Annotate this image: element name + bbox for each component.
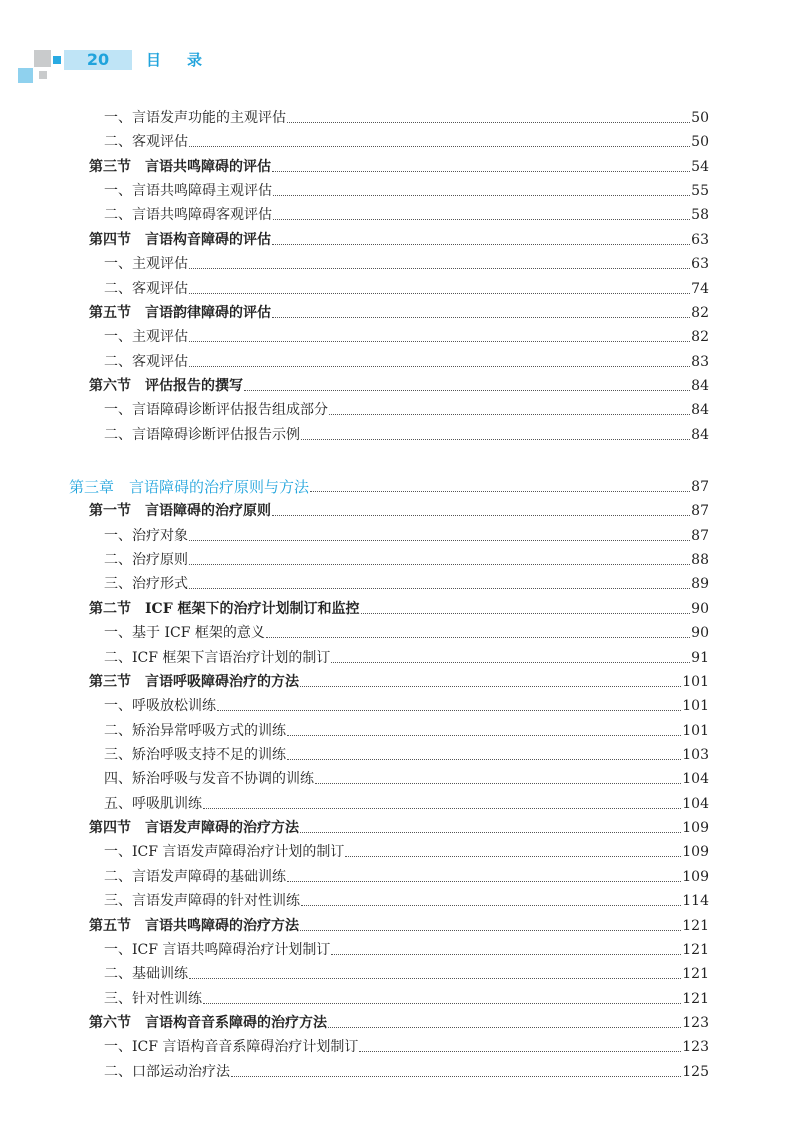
- toc-page-number: 121: [682, 917, 709, 934]
- page-number: 20: [64, 50, 132, 70]
- toc-leader-dots: [300, 832, 681, 833]
- toc-entry-row[interactable]: [104, 399, 709, 421]
- toc-entry-row[interactable]: [104, 695, 709, 717]
- toc-entry-row[interactable]: [104, 549, 709, 571]
- toc-title: 二、口部运动治疗法: [104, 1063, 230, 1080]
- toc-entry-row[interactable]: [104, 107, 709, 129]
- toc-page-number: 123: [682, 1039, 709, 1056]
- toc-leader-dots: [189, 540, 690, 541]
- toc-title: 二、基础训练: [104, 966, 188, 983]
- toc-entry-row[interactable]: [104, 841, 709, 863]
- toc-leader-dots: [331, 954, 681, 955]
- toc-title: 一、言语共鸣障碍主观评估: [104, 183, 272, 200]
- toc-section-row[interactable]: [89, 1012, 709, 1034]
- toc-page-number: 109: [682, 844, 709, 861]
- toc-entry-row[interactable]: [104, 720, 709, 742]
- toc-page-number: 63: [691, 231, 709, 248]
- toc-page-number: 90: [691, 625, 709, 642]
- decor-square-icon: [39, 71, 47, 79]
- toc-section-row[interactable]: [89, 817, 709, 839]
- toc-section-row[interactable]: [89, 598, 709, 620]
- toc-leader-dots: [189, 588, 690, 589]
- toc-title: 三、针对性训练: [104, 990, 202, 1007]
- toc-entry-row[interactable]: [104, 890, 709, 912]
- toc-leader-dots: [189, 341, 690, 342]
- toc-page-number: 87: [691, 479, 709, 495]
- toc-leader-dots: [287, 735, 681, 736]
- toc-page-number: 82: [691, 329, 709, 346]
- toc-leader-dots: [189, 978, 681, 979]
- toc-page-number: 125: [682, 1063, 709, 1080]
- toc-leader-dots: [273, 195, 690, 196]
- toc-leader-dots: [189, 366, 690, 367]
- toc-page-number: 121: [682, 966, 709, 983]
- toc-title: 二、客观评估: [104, 353, 188, 370]
- toc-title: 一、言语障碍诊断评估报告组成部分: [104, 402, 328, 419]
- toc-title: 第三节 言语呼吸障碍治疗的方法: [89, 673, 299, 690]
- toc-page-number: 103: [682, 747, 709, 763]
- decor-square-icon: [53, 56, 61, 64]
- toc-page-number: 84: [691, 426, 709, 443]
- toc-title: 二、矫治异常呼吸方式的训练: [104, 722, 286, 739]
- toc-page-number: 83: [691, 353, 709, 370]
- toc-page-number: 50: [691, 134, 709, 151]
- toc-title: 第六节 评估报告的撰写: [89, 378, 243, 394]
- toc-title: 二、言语共鸣障碍客观评估: [104, 207, 272, 224]
- toc-leader-dots: [189, 268, 690, 269]
- toc-entry-row[interactable]: [104, 180, 709, 202]
- toc-title: 二、客观评估: [104, 134, 188, 151]
- toc-page-number: 50: [691, 110, 709, 126]
- toc-leader-dots: [189, 293, 690, 294]
- toc-leader-dots: [301, 905, 681, 906]
- toc-page-number: 121: [682, 990, 709, 1007]
- toc-entry-row[interactable]: [104, 525, 709, 547]
- toc-title: 一、呼吸放松训练: [104, 698, 216, 715]
- toc-title: 二、言语障碍诊断评估报告示例: [104, 426, 300, 443]
- toc-title: 一、治疗对象: [104, 527, 188, 544]
- toc-page-number: 109: [682, 868, 709, 885]
- toc-leader-dots: [329, 414, 690, 415]
- toc-page-number: 87: [691, 503, 709, 520]
- toc-page-number: 54: [691, 158, 709, 175]
- toc-leader-dots: [272, 171, 690, 172]
- toc-leader-dots: [203, 808, 681, 809]
- toc-leader-dots: [328, 1027, 681, 1028]
- decor-square-icon: [18, 68, 33, 83]
- toc-title: 第一节 言语障碍的治疗原则: [89, 503, 271, 520]
- toc-page-number: 58: [691, 207, 709, 224]
- toc-chapter-row[interactable]: [69, 476, 709, 498]
- toc-title: 一、ICF 言语构音音系障碍治疗计划制订: [104, 1039, 359, 1056]
- toc-entry-row[interactable]: [104, 793, 709, 815]
- toc-page-number: 104: [682, 771, 709, 788]
- toc-section-row[interactable]: [89, 915, 709, 937]
- toc-entry-row[interactable]: [104, 1061, 709, 1083]
- toc-page-number: 90: [691, 600, 709, 617]
- toc-title: 二、ICF 框架下言语治疗计划的制订: [104, 649, 331, 666]
- decor-square-icon: [34, 50, 51, 67]
- toc-page-number: 63: [691, 256, 709, 273]
- toc-entry-row[interactable]: [104, 253, 709, 275]
- toc-page-number: 101: [682, 698, 709, 715]
- toc-entry-row[interactable]: [104, 1036, 709, 1058]
- toc-leader-dots: [266, 637, 690, 638]
- toc-title: 第三节 言语共鸣障碍的评估: [89, 158, 271, 175]
- toc-leader-dots: [287, 881, 681, 882]
- toc-leader-dots: [189, 146, 690, 147]
- toc-entry-row[interactable]: [104, 204, 709, 226]
- toc-leader-dots: [300, 686, 681, 687]
- toc-entry-row[interactable]: [104, 647, 709, 669]
- toc-title: 二、客观评估: [104, 280, 188, 297]
- toc-leader-dots: [361, 613, 691, 614]
- toc-title: 五、呼吸肌训练: [104, 795, 202, 812]
- toc-page-number: 109: [682, 820, 709, 836]
- toc-title: 一、ICF 言语发声障碍治疗计划的制订: [104, 844, 345, 861]
- toc-leader-dots: [203, 1003, 681, 1004]
- toc-page-number: 121: [682, 941, 709, 958]
- toc-leader-dots: [345, 856, 681, 857]
- toc-section-row[interactable]: [89, 156, 709, 178]
- toc-leader-dots: [272, 515, 690, 516]
- toc-page-number: 123: [682, 1014, 709, 1031]
- toc-leader-dots: [315, 783, 681, 784]
- toc-title: 第二节 ICF 框架下的治疗计划制订和监控: [89, 600, 360, 617]
- header-title: 目录: [146, 51, 229, 69]
- toc-page-number: 114: [682, 893, 709, 910]
- toc-entry-row[interactable]: [104, 278, 709, 300]
- toc-title: 四、矫治呼吸与发音不协调的训练: [104, 771, 314, 788]
- toc-entry-row[interactable]: [104, 988, 709, 1010]
- toc-entry-row[interactable]: [104, 351, 709, 373]
- toc-title: 二、治疗原则: [104, 552, 188, 569]
- toc-title: 三、矫治呼吸支持不足的训练: [104, 747, 286, 763]
- page-header: [0, 0, 800, 90]
- toc-title: 一、ICF 言语共鸣障碍治疗计划制订: [104, 941, 331, 958]
- toc-title: 二、言语发声障碍的基础训练: [104, 868, 286, 885]
- toc-entry-row[interactable]: [104, 424, 709, 446]
- toc-page-number: 84: [691, 378, 709, 394]
- toc-title: 一、主观评估: [104, 329, 188, 346]
- toc-leader-dots: [301, 439, 690, 440]
- toc-section-row[interactable]: [89, 671, 709, 693]
- toc-page-number: 84: [691, 402, 709, 419]
- toc-leader-dots: [287, 122, 690, 123]
- toc-title: 一、基于 ICF 框架的意义: [104, 625, 265, 642]
- toc-leader-dots: [310, 491, 690, 492]
- toc-leader-dots: [273, 219, 690, 220]
- toc-entry-row[interactable]: [104, 326, 709, 348]
- toc-title: 三、治疗形式: [104, 576, 188, 593]
- toc-title: 第三章 言语障碍的治疗原则与方法: [69, 478, 310, 496]
- toc-page-number: 101: [682, 722, 709, 739]
- toc-entry-row[interactable]: [104, 744, 709, 766]
- toc-title: 一、言语发声功能的主观评估: [104, 110, 286, 126]
- toc-page-number: 88: [691, 552, 709, 569]
- toc-entry-row[interactable]: [104, 963, 709, 985]
- toc-section-row[interactable]: [89, 375, 709, 397]
- toc-page-number: 55: [691, 183, 709, 200]
- toc-entry-row[interactable]: [104, 939, 709, 961]
- toc-title: 第五节 言语共鸣障碍的治疗方法: [89, 917, 299, 934]
- toc-leader-dots: [272, 317, 690, 318]
- toc-title: 一、主观评估: [104, 256, 188, 273]
- toc-title: 第五节 言语韵律障碍的评估: [89, 304, 271, 321]
- toc-section-row[interactable]: [89, 302, 709, 324]
- toc-page-number: 82: [691, 304, 709, 321]
- toc-page-number: 104: [682, 795, 709, 812]
- toc-leader-dots: [287, 759, 681, 760]
- toc-leader-dots: [244, 390, 690, 391]
- toc-leader-dots: [217, 710, 681, 711]
- toc-page-number: 74: [691, 280, 709, 297]
- toc-section-row[interactable]: [89, 229, 709, 251]
- toc-page-number: 101: [682, 673, 709, 690]
- toc-entry-row[interactable]: [104, 622, 709, 644]
- toc-page-number: 91: [691, 649, 709, 666]
- toc-entry-row[interactable]: [104, 866, 709, 888]
- toc-page-number: 87: [691, 527, 709, 544]
- toc-entry-row[interactable]: [104, 768, 709, 790]
- toc-leader-dots: [359, 1051, 681, 1052]
- toc-entry-row[interactable]: [104, 573, 709, 595]
- toc-leader-dots: [189, 564, 690, 565]
- toc-page-number: 89: [691, 576, 709, 593]
- toc-title: 第四节 言语发声障碍的治疗方法: [89, 820, 299, 836]
- toc-leader-dots: [331, 662, 690, 663]
- toc-leader-dots: [231, 1076, 681, 1077]
- toc-leader-dots: [272, 244, 690, 245]
- toc-entry-row[interactable]: [104, 131, 709, 153]
- toc-section-row[interactable]: [89, 500, 709, 522]
- toc-leader-dots: [300, 930, 681, 931]
- toc-title: 第四节 言语构音障碍的评估: [89, 231, 271, 248]
- toc-title: 第六节 言语构音音系障碍的治疗方法: [89, 1014, 327, 1031]
- toc-title: 三、言语发声障碍的针对性训练: [104, 893, 300, 910]
